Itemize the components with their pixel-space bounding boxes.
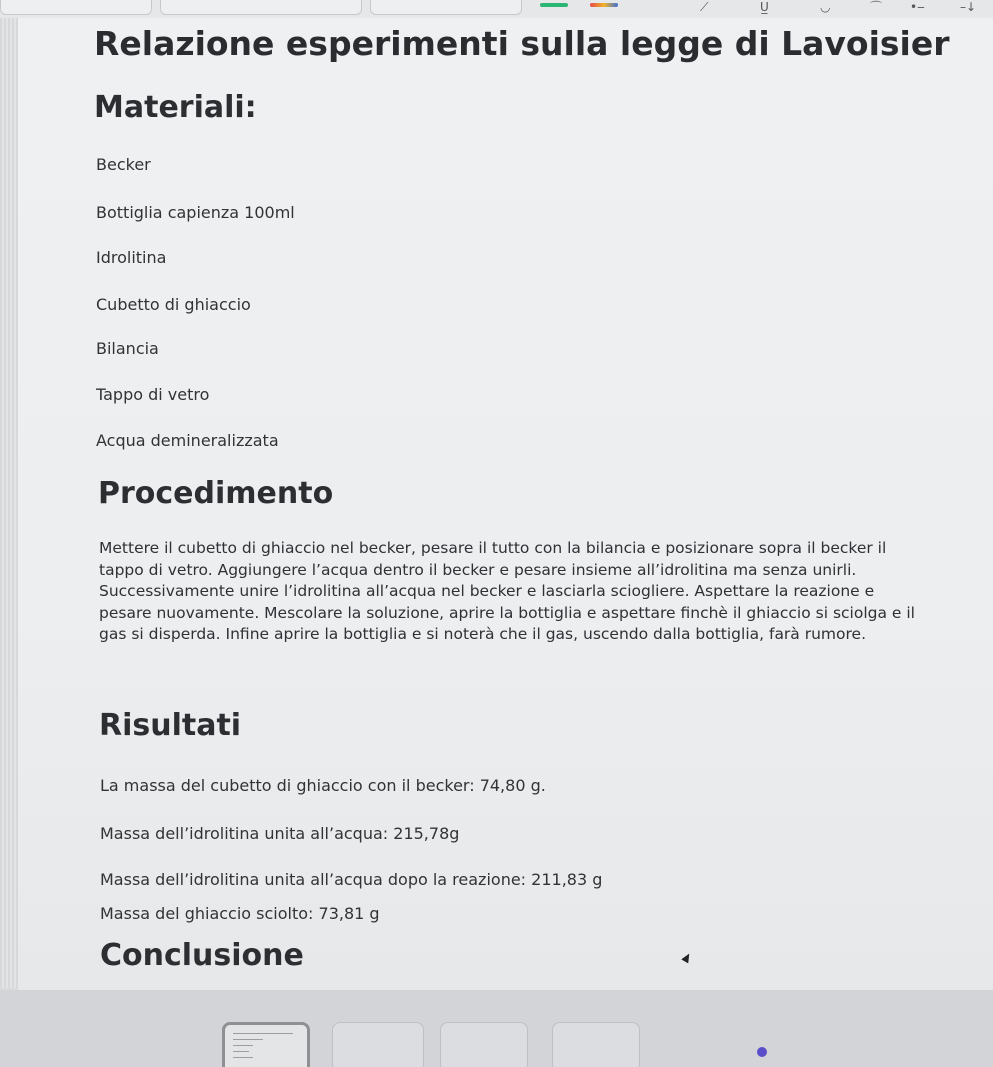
conclusion-heading: Conclusione	[100, 938, 304, 973]
material-item: Idrolitina	[96, 248, 167, 267]
material-item: Bottiglia capienza 100ml	[96, 203, 295, 222]
material-item: Bilancia	[96, 339, 159, 358]
result-item: Massa del ghiaccio sciolto: 73,81 g	[100, 904, 380, 923]
page-thumbnail-bar	[0, 990, 993, 1067]
document-page[interactable]	[18, 18, 993, 990]
procedure-text: Mettere il cubetto di ghiaccio nel becker, pesare il tutto con la bilancia e posizionare sopra il becker il tappo di vetro. Aggiungere l’acqua dentro il becker e pesare insieme all’idrolitina ma senza unirli. Successivamente unire l’idrolitina all’acqua nel becker e lasciarla sciogliere. Aspettare la reazione e pesare nuovamente. Mescolare la soluzione, aprire la bottiglia e aspettare finchè il ghiaccio si sciolga e il gas si disperda. Infine aprire la bottiglia e si noterà che il gas, uscendo dalla bottiglia, farà rumore.	[99, 539, 915, 643]
material-item: Becker	[96, 155, 151, 174]
document-title: Relazione esperimenti sulla legge di Lavoisier	[94, 24, 950, 63]
underline-icon[interactable]: U̲	[760, 0, 769, 14]
toolbar-group[interactable]	[160, 0, 362, 15]
material-item: Tappo di vetro	[96, 385, 210, 404]
thumbnail-text-line	[233, 1045, 253, 1046]
thumbnail-text-line	[233, 1039, 263, 1040]
dot-line-icon[interactable]: •‒	[910, 0, 925, 14]
color-swatch-multi[interactable]	[590, 3, 618, 7]
page-thumbnail[interactable]	[332, 1022, 424, 1067]
add-page-dot-icon[interactable]	[757, 1047, 767, 1057]
thumbnail-text-line	[233, 1051, 249, 1052]
material-item: Cubetto di ghiaccio	[96, 295, 251, 314]
page-thumbnail[interactable]	[552, 1022, 640, 1067]
color-swatch-green[interactable]	[540, 3, 568, 7]
page-thumbnail[interactable]	[440, 1022, 528, 1067]
toolbar-group[interactable]	[370, 0, 522, 15]
curve-tool-icon[interactable]: ◡	[820, 0, 831, 14]
top-toolbar	[0, 0, 993, 19]
result-item: Massa dell’idrolitina unita all’acqua dopo la reazione: 211,83 g	[100, 870, 603, 889]
arrow-down-icon[interactable]: –↓	[960, 0, 977, 14]
material-item: Acqua demineralizzata	[96, 431, 279, 450]
procedure-heading: Procedimento	[98, 476, 334, 511]
toolbar-group[interactable]	[0, 0, 152, 15]
arc-tool-icon[interactable]: ⌒	[870, 0, 883, 14]
results-heading: Risultati	[99, 708, 242, 743]
materials-heading: Materiali:	[94, 90, 257, 125]
result-item: La massa del cubetto di ghiaccio con il becker: 74,80 g.	[100, 776, 546, 795]
page-thumbnail[interactable]	[222, 1022, 310, 1067]
thumbnail-text-line	[233, 1057, 253, 1058]
thumbnail-text-line	[233, 1033, 293, 1034]
result-item: Massa dell’idrolitina unita all’acqua: 215,78g	[100, 824, 460, 843]
line-tool-icon[interactable]: ⟋	[700, 0, 709, 14]
